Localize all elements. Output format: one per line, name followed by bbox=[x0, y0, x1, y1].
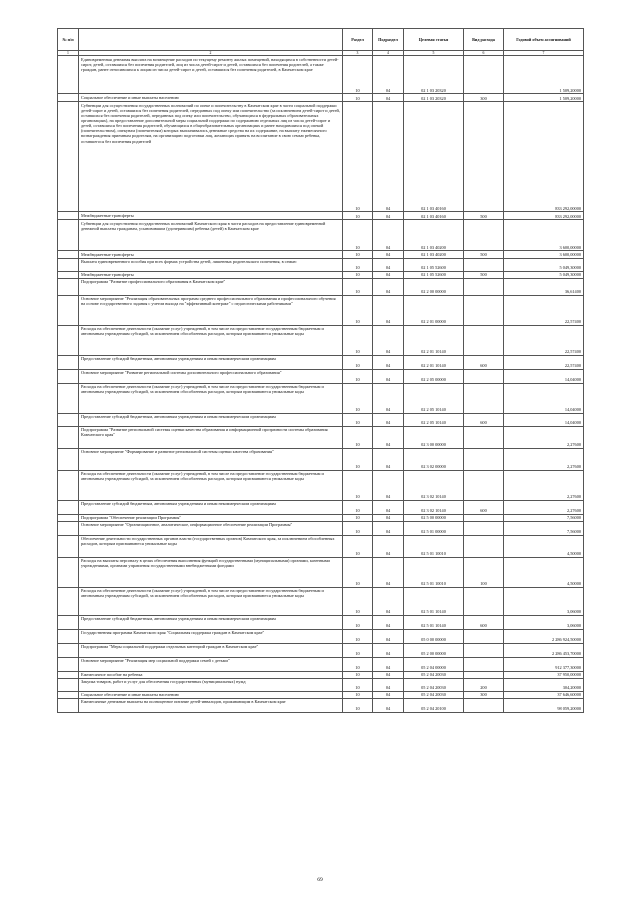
row-amount-cell: 14,04000 bbox=[504, 413, 584, 426]
row-razdel-cell: 10 bbox=[343, 56, 373, 94]
row-csr-cell: 02 2 05 10140 bbox=[404, 413, 464, 426]
row-number-cell bbox=[58, 671, 79, 678]
table-row bbox=[58, 355, 584, 369]
row-csr-cell: 05 2 00 00000 bbox=[404, 643, 464, 657]
row-razdel-cell: 10 bbox=[343, 521, 373, 535]
row-podrazdel-cell: 04 bbox=[373, 271, 404, 278]
table-row bbox=[58, 271, 584, 278]
row-vr-cell bbox=[464, 671, 504, 678]
header-num: № п/п bbox=[58, 29, 79, 51]
table-row bbox=[58, 500, 584, 514]
header-podrazdel: Подраздел bbox=[373, 29, 404, 51]
row-number-cell bbox=[58, 212, 79, 220]
row-name-cell: Межбюджетные трансферты bbox=[79, 271, 343, 278]
row-razdel-cell: 10 bbox=[343, 557, 373, 587]
row-csr-cell: 05 0 00 00000 bbox=[404, 629, 464, 643]
row-csr-cell: 02 2 01 10140 bbox=[404, 325, 464, 355]
row-name-cell: Предоставление субсидий бюджетным, автономным учреждениям и иным некоммерческим организациям bbox=[79, 355, 343, 369]
row-amount-cell: 833 292,00000 bbox=[504, 212, 584, 220]
row-podrazdel-cell: 04 bbox=[373, 426, 404, 448]
header-razdel: Раздел bbox=[343, 29, 373, 51]
row-razdel-cell: 10 bbox=[343, 271, 373, 278]
row-csr-cell: 02 5 01 10010 bbox=[404, 557, 464, 587]
row-podrazdel-cell: 04 bbox=[373, 629, 404, 643]
row-podrazdel-cell: 04 bbox=[373, 691, 404, 698]
row-vr-cell bbox=[464, 448, 504, 470]
row-vr-cell bbox=[464, 426, 504, 448]
column-number: 6 bbox=[464, 51, 504, 56]
row-number-cell bbox=[58, 369, 79, 383]
table-row bbox=[58, 657, 584, 671]
row-razdel-cell: 10 bbox=[343, 514, 373, 521]
row-vr-cell bbox=[464, 102, 504, 212]
row-csr-cell: 02 1 03 40160 bbox=[404, 102, 464, 212]
row-amount-cell: 5 049,30000 bbox=[504, 271, 584, 278]
budget-table bbox=[57, 28, 584, 713]
table-row bbox=[58, 448, 584, 470]
row-amount-cell: 833 292,00000 bbox=[504, 102, 584, 212]
row-vr-cell bbox=[464, 295, 504, 325]
row-vr-cell bbox=[464, 470, 504, 500]
header-name bbox=[79, 29, 343, 51]
table-row bbox=[58, 102, 584, 212]
column-number: 4 bbox=[373, 51, 404, 56]
row-name-cell: Расходы на обеспечение деятельности (оказание услуг) учреждений, в том числе на предоставление государственным бюджетным и автономным учреждениям субсидий, за исключением обособленных расходов, которым присваиваются уникальные коды bbox=[79, 470, 343, 500]
row-csr-cell: 02 2 05 00000 bbox=[404, 369, 464, 383]
table-row bbox=[58, 258, 584, 271]
row-name-cell: Расходы на обеспечение деятельности (оказание услуг) учреждений, в том числе на предоставление государственным бюджетным и автономным учреждениям субсидий, за исключением обособленных расходов, которым присваиваются уникальные коды bbox=[79, 587, 343, 615]
header-row bbox=[58, 29, 584, 51]
row-csr-cell: 02 5 00 00000 bbox=[404, 514, 464, 521]
row-podrazdel-cell: 04 bbox=[373, 251, 404, 258]
row-vr-cell bbox=[464, 514, 504, 521]
row-podrazdel-cell: 04 bbox=[373, 587, 404, 615]
row-razdel-cell: 10 bbox=[343, 470, 373, 500]
row-csr-cell: 02 1 05 52600 bbox=[404, 271, 464, 278]
table-row bbox=[58, 94, 584, 102]
row-csr-cell: 02 1 05 52600 bbox=[404, 258, 464, 271]
row-amount-cell: 5 049,30000 bbox=[504, 258, 584, 271]
row-csr-cell: 02 1 03 40200 bbox=[404, 251, 464, 258]
header-amount: Годовой объем ассигнований bbox=[504, 29, 584, 51]
table-row bbox=[58, 251, 584, 258]
row-csr-cell: 02 1 03 40200 bbox=[404, 220, 464, 251]
table-row bbox=[58, 629, 584, 643]
table-row bbox=[58, 278, 584, 295]
table-row bbox=[58, 587, 584, 615]
row-vr-cell bbox=[464, 698, 504, 712]
row-name-cell: Основное мероприятие "Организационное, аналитическое, информационное обеспечение реализации Программы" bbox=[79, 521, 343, 535]
row-podrazdel-cell: 04 bbox=[373, 500, 404, 514]
row-number-cell bbox=[58, 251, 79, 258]
row-number-cell bbox=[58, 271, 79, 278]
row-number-cell bbox=[58, 470, 79, 500]
row-csr-cell: 05 2 04 20030 bbox=[404, 671, 464, 678]
row-razdel-cell: 10 bbox=[343, 698, 373, 712]
row-number-cell bbox=[58, 521, 79, 535]
row-razdel-cell: 10 bbox=[343, 413, 373, 426]
row-amount-cell: 2,27600 bbox=[504, 500, 584, 514]
row-razdel-cell: 10 bbox=[343, 678, 373, 691]
row-name-cell: Основное мероприятие "Реализация мер социальной поддержки семей с детьми" bbox=[79, 657, 343, 671]
row-vr-cell: 300 bbox=[464, 691, 504, 698]
row-vr-cell: 600 bbox=[464, 355, 504, 369]
row-razdel-cell: 10 bbox=[343, 615, 373, 629]
row-number-cell bbox=[58, 500, 79, 514]
row-amount-cell: 98 059,20000 bbox=[504, 698, 584, 712]
row-vr-cell: 300 bbox=[464, 94, 504, 102]
row-number-cell bbox=[58, 615, 79, 629]
row-razdel-cell: 10 bbox=[343, 295, 373, 325]
row-number-cell bbox=[58, 587, 79, 615]
row-number-cell bbox=[58, 657, 79, 671]
row-number-cell bbox=[58, 698, 79, 712]
row-name-cell: Государственная программа Камчатского края "Социальная поддержка граждан в Камчатском крае" bbox=[79, 629, 343, 643]
row-name-cell: Подпрограмма "Развитие региональной системы оценки качества образования и информационной прозрачности системы образования Камчатского края" bbox=[79, 426, 343, 448]
row-name-cell: Расходы на выплаты персоналу в целях обеспечения выполнения функций государственными (муниципальными) органами, казенными учреждениями, органами управления государственными внебюджетными фондами bbox=[79, 557, 343, 587]
table-row bbox=[58, 535, 584, 557]
row-podrazdel-cell: 04 bbox=[373, 278, 404, 295]
row-name-cell: Предоставление субсидий бюджетным, автономным учреждениям и иным некоммерческим организациям bbox=[79, 615, 343, 629]
row-amount-cell: 37 646,60000 bbox=[504, 691, 584, 698]
row-name-cell: Предоставление субсидий бюджетным, автономным учреждениям и иным некоммерческим организациям bbox=[79, 413, 343, 426]
row-vr-cell bbox=[464, 535, 504, 557]
row-podrazdel-cell: 04 bbox=[373, 678, 404, 691]
budget-table-body bbox=[58, 56, 584, 712]
row-vr-cell bbox=[464, 258, 504, 271]
row-csr-cell: 02 1 03 20320 bbox=[404, 56, 464, 94]
row-amount-cell: 3 600,00000 bbox=[504, 251, 584, 258]
row-name-cell: Подпрограмма "Обеспечение реализации Программы" bbox=[79, 514, 343, 521]
row-amount-cell: 14,04000 bbox=[504, 383, 584, 413]
row-number-cell bbox=[58, 94, 79, 102]
row-number-cell bbox=[58, 325, 79, 355]
row-number-cell bbox=[58, 56, 79, 94]
row-podrazdel-cell: 04 bbox=[373, 615, 404, 629]
row-vr-cell: 100 bbox=[464, 557, 504, 587]
row-podrazdel-cell: 04 bbox=[373, 383, 404, 413]
row-vr-cell bbox=[464, 383, 504, 413]
row-name-cell: Социальное обеспечение и иные выплаты населению bbox=[79, 691, 343, 698]
row-podrazdel-cell: 04 bbox=[373, 355, 404, 369]
row-csr-cell: 02 5 01 10140 bbox=[404, 615, 464, 629]
row-number-cell bbox=[58, 295, 79, 325]
row-number-cell bbox=[58, 102, 79, 212]
table-row bbox=[58, 383, 584, 413]
column-number: 3 bbox=[343, 51, 373, 56]
row-podrazdel-cell: 04 bbox=[373, 212, 404, 220]
row-razdel-cell: 10 bbox=[343, 426, 373, 448]
row-razdel-cell: 10 bbox=[343, 383, 373, 413]
row-vr-cell bbox=[464, 629, 504, 643]
row-podrazdel-cell: 04 bbox=[373, 94, 404, 102]
row-csr-cell: 02 3 02 00000 bbox=[404, 448, 464, 470]
row-name-cell: Единовременная денежная выплата на возмещение расходов по текущему ремонту жилых помещений, находящихся в собственности детей-сирот, детей, оставшихся без попечения родителей, лиц из числа детей-сирот и детей, оставшихся без попечения родителей, а также граждан, ранее относившихся к лицам из числа детей-сирот и детей, оставшихся без попечения родителей, в Камчатском крае bbox=[79, 56, 343, 94]
row-podrazdel-cell: 04 bbox=[373, 657, 404, 671]
row-number-cell bbox=[58, 413, 79, 426]
table-row bbox=[58, 521, 584, 535]
row-vr-cell: 200 bbox=[464, 678, 504, 691]
row-podrazdel-cell: 04 bbox=[373, 325, 404, 355]
row-vr-cell bbox=[464, 220, 504, 251]
row-podrazdel-cell: 04 bbox=[373, 557, 404, 587]
row-razdel-cell: 10 bbox=[343, 325, 373, 355]
column-number: 1 bbox=[58, 51, 79, 56]
row-amount-cell: 4,50000 bbox=[504, 557, 584, 587]
row-name-cell: Основное мероприятие "Развитие региональной системы дополнительного профессионального образования" bbox=[79, 369, 343, 383]
row-podrazdel-cell: 04 bbox=[373, 220, 404, 251]
row-vr-cell bbox=[464, 56, 504, 94]
row-csr-cell: 02 2 01 00000 bbox=[404, 295, 464, 325]
row-vr-cell: 600 bbox=[464, 413, 504, 426]
row-podrazdel-cell: 04 bbox=[373, 448, 404, 470]
row-vr-cell: 500 bbox=[464, 251, 504, 258]
row-name-cell: Ежемесячные денежные выплаты на полноценное питание детей-инвалидов, проживающим в Камчатском крае bbox=[79, 698, 343, 712]
row-amount-cell: 3 600,00000 bbox=[504, 220, 584, 251]
row-csr-cell: 05 2 04 20030 bbox=[404, 691, 464, 698]
row-podrazdel-cell: 04 bbox=[373, 102, 404, 212]
row-vr-cell bbox=[464, 325, 504, 355]
row-razdel-cell: 10 bbox=[343, 587, 373, 615]
page-number: 69 bbox=[317, 877, 323, 883]
row-name-cell: Выплата единовременного пособия при всех формах устройства детей, лишенных родительского попечения, в семью bbox=[79, 258, 343, 271]
row-razdel-cell: 10 bbox=[343, 448, 373, 470]
row-vr-cell bbox=[464, 657, 504, 671]
row-number-cell bbox=[58, 355, 79, 369]
row-amount-cell: 2,27600 bbox=[504, 470, 584, 500]
row-amount-cell: 3,06000 bbox=[504, 587, 584, 615]
row-number-cell bbox=[58, 514, 79, 521]
row-csr-cell: 02 3 02 10140 bbox=[404, 470, 464, 500]
row-csr-cell: 05 2 04 20100 bbox=[404, 698, 464, 712]
row-podrazdel-cell: 04 bbox=[373, 514, 404, 521]
row-name-cell: Межбюджетные трансферты bbox=[79, 212, 343, 220]
row-number-cell bbox=[58, 678, 79, 691]
row-podrazdel-cell: 04 bbox=[373, 535, 404, 557]
row-amount-cell: 2,27600 bbox=[504, 426, 584, 448]
row-vr-cell bbox=[464, 587, 504, 615]
row-vr-cell: 600 bbox=[464, 615, 504, 629]
table-row bbox=[58, 212, 584, 220]
table-row bbox=[58, 369, 584, 383]
table-row bbox=[58, 671, 584, 678]
row-razdel-cell: 10 bbox=[343, 220, 373, 251]
row-razdel-cell: 10 bbox=[343, 369, 373, 383]
row-number-cell bbox=[58, 643, 79, 657]
table-row bbox=[58, 295, 584, 325]
table-row bbox=[58, 426, 584, 448]
table-row bbox=[58, 643, 584, 657]
row-csr-cell: 02 2 01 10140 bbox=[404, 355, 464, 369]
row-podrazdel-cell: 04 bbox=[373, 369, 404, 383]
row-amount-cell: 1 509,20000 bbox=[504, 56, 584, 94]
row-csr-cell: 02 2 00 00000 bbox=[404, 278, 464, 295]
row-amount-cell: 2 286 453,70000 bbox=[504, 643, 584, 657]
row-name-cell: Субвенции для осуществления государственных полномочий Камчатского края в части расходов на предоставление единовременной денежной выплаты гражданам, усыновившим (удочерившим) ребенка (детей) в Камчатском крае bbox=[79, 220, 343, 251]
row-number-cell bbox=[58, 691, 79, 698]
row-name-cell: Обеспечение деятельности государственных органов власти (государственных органов) Камчатского края, за исключением обособленных расходов, которым присваиваются уникальные коды bbox=[79, 535, 343, 557]
header-csr: Целевая статья bbox=[404, 29, 464, 51]
row-csr-cell: 02 5 01 00000 bbox=[404, 521, 464, 535]
row-razdel-cell: 10 bbox=[343, 643, 373, 657]
row-amount-cell: 4,50000 bbox=[504, 535, 584, 557]
table-row bbox=[58, 470, 584, 500]
row-razdel-cell: 10 bbox=[343, 691, 373, 698]
row-razdel-cell: 10 bbox=[343, 657, 373, 671]
row-vr-cell bbox=[464, 643, 504, 657]
table-row bbox=[58, 325, 584, 355]
row-name-cell: Социальное обеспечение и иные выплаты населению bbox=[79, 94, 343, 102]
row-number-cell bbox=[58, 278, 79, 295]
row-csr-cell: 02 1 03 20320 bbox=[404, 94, 464, 102]
row-name-cell: Подпрограмма "Меры социальной поддержки отдельных категорий граждан в Камчатском крае" bbox=[79, 643, 343, 657]
row-number-cell bbox=[58, 629, 79, 643]
row-podrazdel-cell: 04 bbox=[373, 258, 404, 271]
column-number: 5 bbox=[404, 51, 464, 56]
row-number-cell bbox=[58, 220, 79, 251]
row-number-cell bbox=[58, 426, 79, 448]
row-amount-cell: 7,56000 bbox=[504, 514, 584, 521]
row-vr-cell: 600 bbox=[464, 500, 504, 514]
row-razdel-cell: 10 bbox=[343, 278, 373, 295]
row-podrazdel-cell: 04 bbox=[373, 470, 404, 500]
row-vr-cell bbox=[464, 278, 504, 295]
row-razdel-cell: 10 bbox=[343, 102, 373, 212]
table-row bbox=[58, 678, 584, 691]
row-podrazdel-cell: 04 bbox=[373, 413, 404, 426]
row-name-cell: Предоставление субсидий бюджетным, автономным учреждениям и иным некоммерческим организациям bbox=[79, 500, 343, 514]
row-amount-cell: 304,20000 bbox=[504, 678, 584, 691]
row-podrazdel-cell: 04 bbox=[373, 295, 404, 325]
row-amount-cell: 36,61400 bbox=[504, 278, 584, 295]
row-amount-cell: 1 509,20000 bbox=[504, 94, 584, 102]
row-podrazdel-cell: 04 bbox=[373, 698, 404, 712]
table-row bbox=[58, 691, 584, 698]
row-csr-cell: 05 2 04 00000 bbox=[404, 657, 464, 671]
table-row bbox=[58, 56, 584, 94]
row-podrazdel-cell: 04 bbox=[373, 521, 404, 535]
row-name-cell: Расходы на обеспечение деятельности (оказание услуг) учреждений, в том числе на предоставление государственным бюджетным и автономным учреждениям субсидий, за исключением обособленных расходов, которым присваиваются уникальные коды bbox=[79, 383, 343, 413]
row-csr-cell: 02 1 03 40160 bbox=[404, 212, 464, 220]
table-row bbox=[58, 615, 584, 629]
row-amount-cell: 37 950,00000 bbox=[504, 671, 584, 678]
row-amount-cell: 912 377,30000 bbox=[504, 657, 584, 671]
row-csr-cell: 02 3 02 10140 bbox=[404, 500, 464, 514]
row-number-cell bbox=[58, 557, 79, 587]
table-row bbox=[58, 220, 584, 251]
row-csr-cell: 02 2 05 10140 bbox=[404, 383, 464, 413]
row-name-cell: Основное мероприятие "Формирование и развитие региональной системы оценки качества образования" bbox=[79, 448, 343, 470]
table-row bbox=[58, 413, 584, 426]
row-razdel-cell: 10 bbox=[343, 671, 373, 678]
row-number-cell bbox=[58, 535, 79, 557]
row-vr-cell: 500 bbox=[464, 212, 504, 220]
row-razdel-cell: 10 bbox=[343, 500, 373, 514]
row-vr-cell: 500 bbox=[464, 271, 504, 278]
row-name-cell: Закупка товаров, работ и услуг для обеспечения государственных (муниципальных) нужд bbox=[79, 678, 343, 691]
row-vr-cell bbox=[464, 521, 504, 535]
row-number-cell bbox=[58, 448, 79, 470]
row-number-cell bbox=[58, 258, 79, 271]
row-razdel-cell: 10 bbox=[343, 535, 373, 557]
row-name-cell: Субвенции для осуществления государственных полномочий по опеке и попечительству в Камчатском крае в части социальной поддержки детей-сирот и детей, оставшихся без попечения родителей, переданных под опеку или попечительство (за исключением детей-сирот и детей, оставшихся без попечения родителей, переданных под опеку или попечительство, обучающихся в федеральных образовательных организациях), на предоставление дополнительной меры социальной поддержки по содержанию отдельных лиц из числа детей-сирот и детей, оставшихся без попечения родителей, обучающихся в общеобразовательных организациях и ранее находившихся под опекой (попечительством), опекунам (попечителям) которых выплачивались денежные средства на их содержание, на выплату ежемесячного вознаграждения приемным родителям, на организацию подготовки лиц, желающих принять на воспитание в свою семью ребенка, оставшегося без попечения родителей bbox=[79, 102, 343, 212]
row-name-cell: Основное мероприятие "Реализация образовательных программ среднего профессионального образования и профессионального обучения на основе государственного задания с учетом выхода на "эффективный контракт" с педагогическими работниками" bbox=[79, 295, 343, 325]
row-amount-cell: 3,06000 bbox=[504, 615, 584, 629]
row-amount-cell: 22,57400 bbox=[504, 325, 584, 355]
row-number-cell bbox=[58, 383, 79, 413]
row-vr-cell bbox=[464, 369, 504, 383]
row-podrazdel-cell: 04 bbox=[373, 56, 404, 94]
column-number: 2 bbox=[79, 51, 343, 56]
row-amount-cell: 22,57400 bbox=[504, 355, 584, 369]
row-razdel-cell: 10 bbox=[343, 94, 373, 102]
row-podrazdel-cell: 04 bbox=[373, 671, 404, 678]
table-row bbox=[58, 514, 584, 521]
row-razdel-cell: 10 bbox=[343, 355, 373, 369]
row-csr-cell: 02 3 00 00000 bbox=[404, 426, 464, 448]
row-razdel-cell: 10 bbox=[343, 258, 373, 271]
row-csr-cell: 02 5 01 10140 bbox=[404, 587, 464, 615]
header-vr: Вид расхода bbox=[464, 29, 504, 51]
row-razdel-cell: 10 bbox=[343, 212, 373, 220]
row-amount-cell: 14,04000 bbox=[504, 369, 584, 383]
row-name-cell: Межбюджетные трансферты bbox=[79, 251, 343, 258]
row-amount-cell: 2 286 924,50000 bbox=[504, 629, 584, 643]
row-amount-cell: 22,57400 bbox=[504, 295, 584, 325]
column-number: 7 bbox=[504, 51, 584, 56]
row-amount-cell: 2,27600 bbox=[504, 448, 584, 470]
row-csr-cell: 05 2 04 20030 bbox=[404, 678, 464, 691]
table-row bbox=[58, 557, 584, 587]
row-name-cell: Подпрограмма "Развитие профессионального образования в Камчатском крае" bbox=[79, 278, 343, 295]
row-csr-cell: 02 5 01 10010 bbox=[404, 535, 464, 557]
row-name-cell: Расходы на обеспечение деятельности (оказание услуг) учреждений, в том числе на предоставление государственным бюджетным и автономным учреждениям субсидий, за исключением обособленных расходов, которым присваиваются уникальные коды bbox=[79, 325, 343, 355]
row-podrazdel-cell: 04 bbox=[373, 643, 404, 657]
row-razdel-cell: 10 bbox=[343, 251, 373, 258]
row-amount-cell: 7,56000 bbox=[504, 521, 584, 535]
row-razdel-cell: 10 bbox=[343, 629, 373, 643]
row-name-cell: Ежемесячное пособие на ребенка bbox=[79, 671, 343, 678]
table-row bbox=[58, 698, 584, 712]
